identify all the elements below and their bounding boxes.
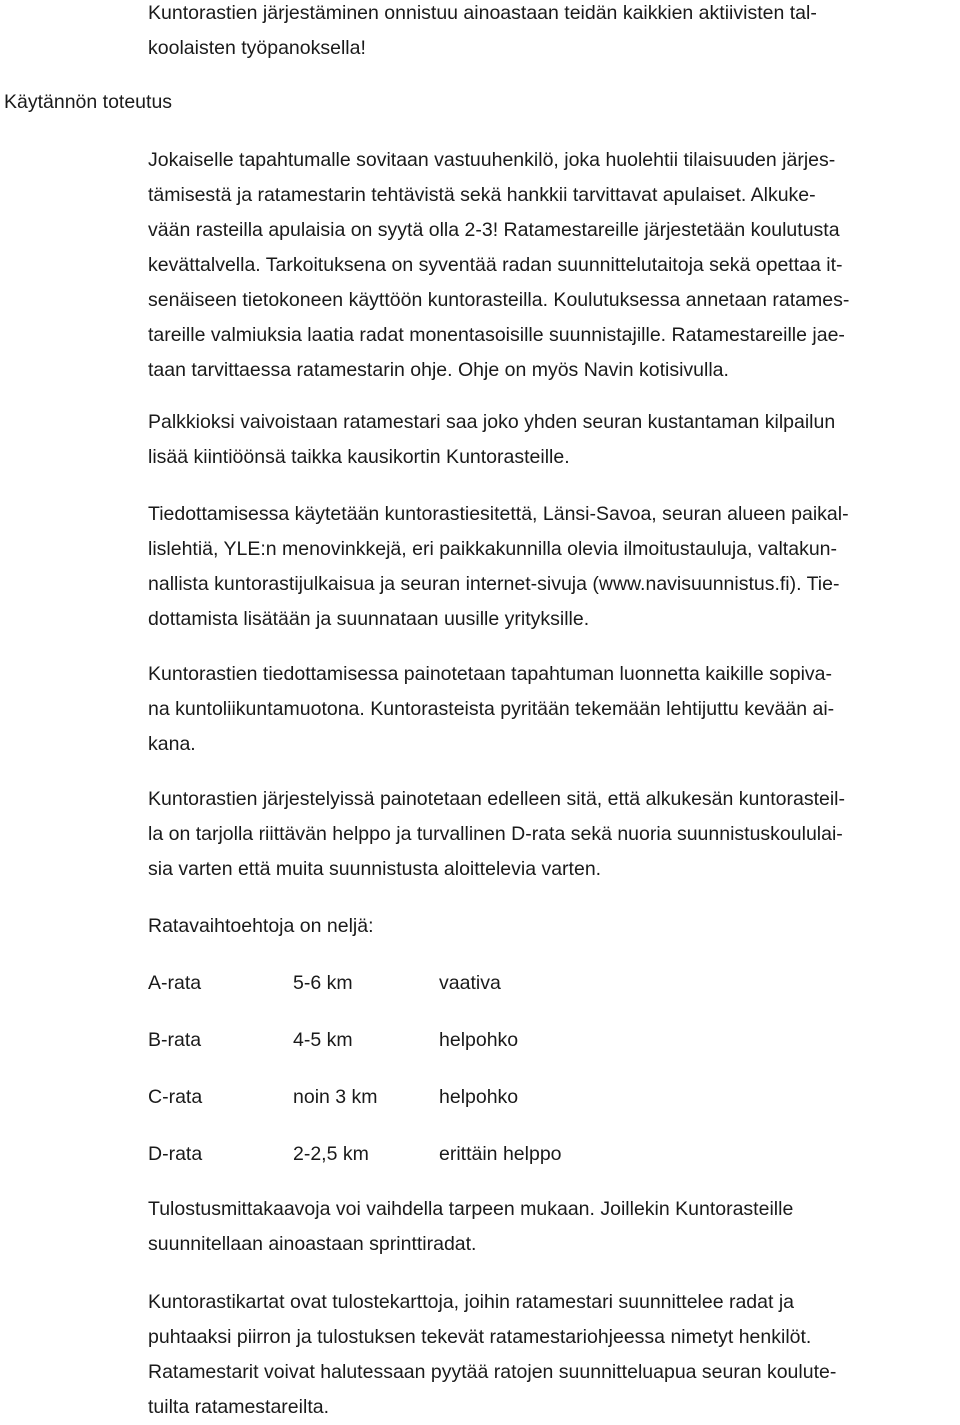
text-line: suunnitellaan ainoastaan sprinttiradat. (148, 1233, 477, 1255)
paragraph-responsibilities (148, 143, 948, 388)
text-line: koolaisten työpanoksella! (148, 37, 366, 59)
course-difficulty: vaativa (439, 972, 501, 994)
text-line: Jokaiselle tapahtumalle sovitaan vastuuhenkilö, joka huolehtii tilaisuuden järjes- (148, 149, 836, 171)
course-length: 4-5 km (293, 1029, 353, 1051)
text-line: tareille valmiuksia laatia radat monentasoisille suunnistajille. Ratamestareille jae- (148, 324, 845, 346)
paragraph-maps (148, 1285, 948, 1425)
course-length: 5-6 km (293, 972, 353, 994)
text-line: kana. (148, 733, 196, 755)
text-line: senäiseen tietokoneen käyttöön kuntorasteilla. Koulutuksessa annetaan ratames- (148, 289, 850, 311)
course-difficulty: helpohko (439, 1029, 519, 1051)
text-line: nallista kuntorastijulkaisua ja seuran internet-sivuja (www.navisuunnistus.fi). Tie- (148, 573, 840, 595)
text-line: Ratavaihtoehtoja on neljä: (148, 915, 374, 937)
course-name: C-rata (148, 1086, 203, 1108)
text-line: sia varten että muita suunnistusta aloittelevia varten. (148, 858, 602, 880)
text-line: Kuntorastien järjestäminen onnistuu ainoastaan teidän kaikkien aktiivisten tal- (148, 2, 817, 24)
text-line: na kuntoliikuntamuotona. Kuntorasteista pyritään tekemään lehtijuttu kevään ai- (148, 698, 835, 720)
course-difficulty: erittäin helppo (439, 1143, 562, 1165)
text-line: Tulostusmittakaavoja voi vaihdella tarpeen mukaan. Joillekin Kuntorasteille (148, 1198, 794, 1220)
text-line: la on tarjolla riittävän helppo ja turvallinen D-rata sekä nuoria suunnistuskoululai- (148, 823, 843, 845)
course-name: B-rata (148, 1029, 202, 1051)
text-line: kevättalvella. Tarkoituksena on syventää radan suunnittelutaitoja sekä opettaa it- (148, 254, 843, 276)
course-name: D-rata (148, 1143, 203, 1165)
text-line: tuilta ratamestareilta. (148, 1396, 329, 1418)
section-heading: Käytännön toteutus (4, 91, 173, 113)
text-line: Kuntorastikartat ovat tulostekarttoja, joihin ratamestari suunnittelee radat ja (148, 1291, 795, 1313)
course-length: 2-2,5 km (293, 1143, 369, 1165)
paragraph-reward (148, 405, 948, 475)
paragraph-course-options (148, 909, 948, 944)
course-difficulty: helpohko (439, 1086, 519, 1108)
text-line: Kuntorastien tiedottamisessa painotetaan tapahtuman luonnetta kaikille sopiva- (148, 663, 833, 685)
paragraph-arrangements (148, 782, 948, 887)
text-line: tämisestä ja ratamestarin tehtävistä sekä hankkii tarvittavat apulaiset. Alkuke- (148, 184, 816, 206)
text-line: Kuntorastien järjestelyissä painotetaan edelleen sitä, että alkukesän kuntorasteil- (148, 788, 846, 810)
paragraph-print-scales (148, 1192, 948, 1262)
text-line: vään rasteilla apulaisia on syytä olla 2-3! Ratamestareille järjestetään koulutusta (148, 219, 840, 241)
paragraph-emphasis (148, 657, 948, 762)
text-line: lisää kiintiöönsä taikka kausikortin Kuntorasteille. (148, 446, 570, 468)
intro-paragraph (148, 0, 948, 66)
text-line: lislehtiä, YLE:n menovinkkejä, eri paikkakunnilla olevia ilmoitustauluja, valtakun- (148, 538, 838, 560)
text-line: Palkkioksi vaivoistaan ratamestari saa joko yhden seuran kustantaman kilpailun (148, 411, 836, 433)
text-line: dottamista lisätään ja suunnataan uusille yrityksille. (148, 608, 590, 630)
text-line: Ratamestarit voivat halutessaan pyytää ratojen suunnitteluapua seuran koulute- (148, 1361, 837, 1383)
course-name: A-rata (148, 972, 202, 994)
paragraph-communications (148, 497, 948, 637)
text-line: Tiedottamisessa käytetään kuntorastiesitettä, Länsi-Savoa, seuran alueen paikal- (148, 503, 849, 525)
course-length: noin 3 km (293, 1086, 378, 1108)
text-line: puhtaaksi piirron ja tulostuksen tekevät ratamestariohjeessa nimetyt henkilöt. (148, 1326, 812, 1348)
text-line: taan tarvittaessa ratamestarin ohje. Ohje on myös Navin kotisivulla. (148, 359, 729, 381)
